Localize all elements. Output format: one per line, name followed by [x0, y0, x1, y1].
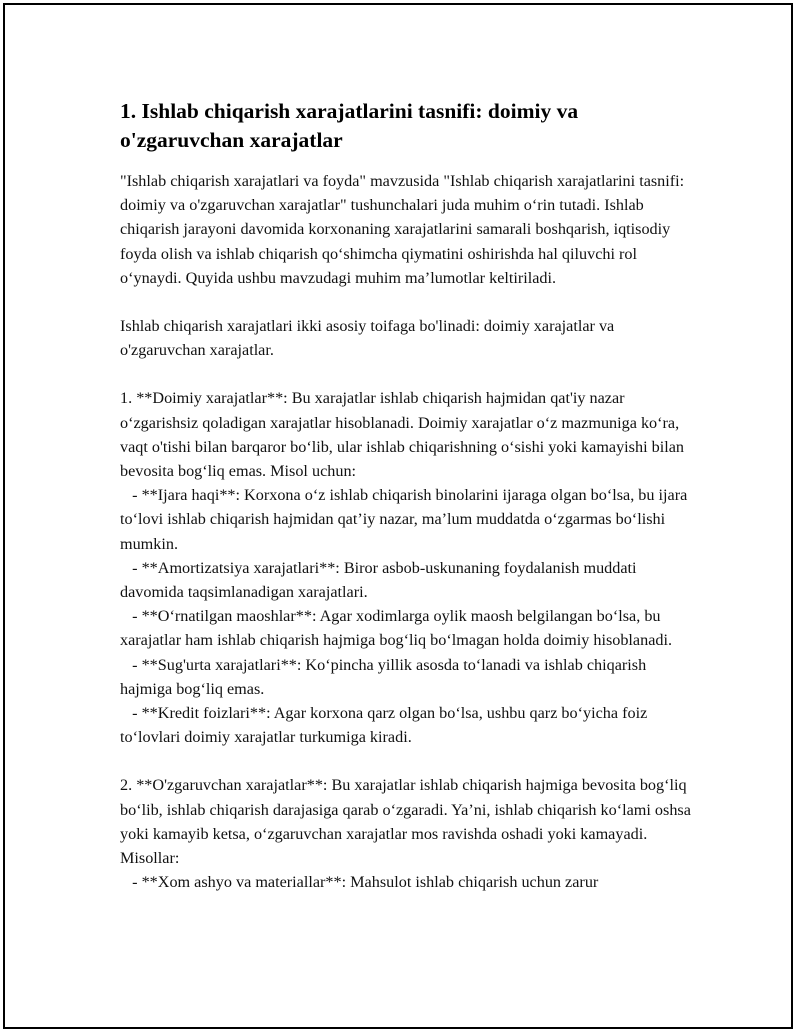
- fixed-costs-section: 1. **Doimiy xarajatlar**: Bu xarajatlar ishlab chiqarish hajmidan qat'iy nazar o‘zgarishsiz qoladigan xarajatlar hisoblanadi. Doimiy xarajatlar o‘z mazmuniga ko‘ra, vaqt o'tishi bilan barqaror bo‘lib, ular ishlab chiqarishning o‘sishi yoki kamayishi bilan bevosita bog‘liq emas. Misol uchun: - **Ijara haqi**: Korxona o‘z ishlab chiqarish binolarini ijaraga olgan bo‘lsa, bu ijara to‘lovi ishlab chiqarish hajmidan qat’iy nazar, ma’lum muddatda o‘zgarmas bo‘lishi mumkin. - **Amortizatsiya xarajatlari**: Biror asbob-uskunaning foydalanish muddati davomida taqsimlanadigan xarajatlari. - **O‘rnatilgan maoshlar**: Agar xodimlarga oylik maosh belgilangan bo‘lsa, bu xarajatlar ham ishlab chiqarish hajmiga bog‘liq bo‘lmagan holda doimiy hisoblanadi. - **Sug'urta xarajatlari**: Ko‘pincha yillik asosda to‘lanadi va ishlab chiqarish hajmiga bog‘liq emas. - **Kredit foizlari**: Agar korxona qarz olgan bo‘lsa, ushbu qarz bo‘yicha foiz to‘lovlari doimiy xarajatlar turkumiga kiradi.: [120, 389, 688, 747]
- intro-paragraph: "Ishlab chiqarish xarajatlari va foyda" mavzusida "Ishlab chiqarish xarajatlarini tasnifi: doimiy va o'zgaruvchan xarajatlar" tushunchalari juda muhim o‘rin tutadi. Ishlab chiqarish jarayoni davomida korxonaning xarajatlarini samarali boshqarish, iqtisodiy foyda olish va ishlab chiqarish qo‘shimcha qiymatini oshirishda hal qiluvchi rol o‘ynaydi. Quyida ushbu mavzudagi muhim ma’lumotlar keltiriladi.: [120, 172, 689, 287]
- categories-paragraph: Ishlab chiqarish xarajatlari ikki asosiy toifaga bo'linadi: doimiy xarajatlar va o'zgaruvchan xarajatlar.: [120, 317, 619, 360]
- section-heading: 1. Ishlab chiqarish xarajatlarini tasnifi: doimiy va o'zgaruvchan xarajatlar: [120, 99, 579, 152]
- document-page: [3, 3, 793, 1029]
- variable-costs-section: 2. **O'zgaruvchan xarajatlar**: Bu xarajatlar ishlab chiqarish hajmiga bevosita bog‘liq bo‘lib, ishlab chiqarish darajasiga qarab o‘zgaradi. Ya’ni, ishlab chiqarish ko‘lami oshsa yoki kamayib ketsa, o‘zgaruvchan xarajatlar mos ravishda oshadi yoki kamayadi. Misollar: - **Xom ashyo va materiallar**: Mahsulot ishlab chiqarish uchun zarur: [120, 776, 691, 892]
- document-content: [120, 97, 700, 918]
